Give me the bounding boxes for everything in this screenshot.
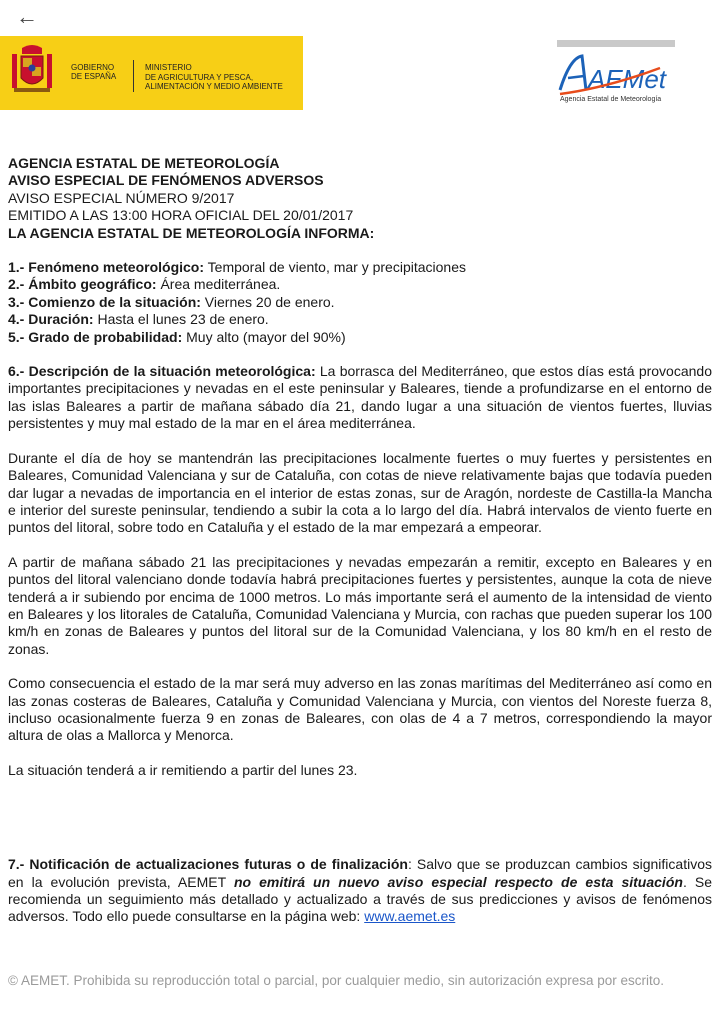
list-item: 4.- Duración: Hasta el lunes 23 de enero. xyxy=(8,311,269,328)
warning-type-heading: AVISO ESPECIAL DE FENÓMENOS ADVERSOS xyxy=(8,172,324,189)
informs-heading: LA AGENCIA ESTATAL DE METEOROLOGÍA INFORMA: xyxy=(8,224,375,241)
coat-of-arms-icon xyxy=(10,44,54,100)
sea-state-paragraph: Como consecuencia el estado de la mar será muy adverso en las zonas marítimas del Mediterráneo así como en las zonas costeras de Baleares, Cataluña y Comunidad Valenciana y Murcia, con vientos del Noreste fuerza 8, incluso ocasionalmente fuerza 9 en zonas de Baleares, con olas de 4 a 7 metros, correspondiendo la mayor altura de olas a Mallorca y Menorca. xyxy=(8,675,712,744)
list-item: 2.- Ámbito geográfico: Área mediterránea. xyxy=(8,276,281,293)
list-item: 5.- Grado de probabilidad: Muy alto (mayor del 90%) xyxy=(8,328,346,345)
header-divider xyxy=(133,60,134,92)
list-item: 1.- Fenómeno meteorológico: Temporal de viento, mar y precipitaciones xyxy=(8,259,466,276)
government-label: GOBIERNO DE ESPAÑA xyxy=(71,63,117,81)
back-arrow-icon[interactable]: ← xyxy=(16,4,38,29)
description-paragraph: 6.- Descripción de la situación meteorológica: La borrasca del Mediterráneo, que estos días está provocando importantes precipitaciones y nevadas en el este peninsular y Baleares, tiende a profundizarse en el entorno de las islas Baleares a partir de mañana sábado día 21, dando lugar a una situación de vientos fuertes, lluvias persistentes y muy mal estado de la mar en el área mediterránea. xyxy=(8,363,712,432)
issue-time: EMITIDO A LAS 13:00 HORA OFICIAL DEL 20/01/2017 xyxy=(8,207,354,224)
aemet-gray-bar xyxy=(557,40,675,47)
ministry-label: MINISTERIO DE AGRICULTURA Y PESCA, ALIMENTACIÓN Y MEDIO AMBIENTE xyxy=(145,63,283,91)
aemet-subtitle: Agencia Estatal de Meteorología xyxy=(560,96,662,103)
warning-document xyxy=(8,155,712,926)
top-bar xyxy=(0,0,720,34)
saturday-paragraph: A partir de mañana sábado 21 las precipitaciones y nevadas empezarán a remitir, excepto en Baleares y en puntos del litoral valenciano donde todavía habrá precipitaciones fuertes y persistentes, aunque la cota de nieve tenderá a ir subiendo por encima de 1000 metros. Lo más importante será el aumento de la intensidad de viento en Baleares y los litorales de Cataluña, Comunidad Valenciana y Murcia, con rachas que pueden superar los 100 km/h en zonas de Baleares y puntos del litoral sur de la Comunidad Valenciana, y los 80 km/h en el resto de zonas. xyxy=(8,553,712,657)
ending-paragraph: La situación tenderá a ir remitiendo a partir del lunes 23. xyxy=(8,761,358,778)
agency-heading: AGENCIA ESTATAL DE METEOROLOGÍA xyxy=(8,155,280,171)
copyright-footer: © AEMET. Prohibida su reproducción total o parcial, por cualquier medio, sin autorización expresa por escrito. xyxy=(8,973,665,988)
notification-paragraph: 7.- Notificación de actualizaciones futuras o de finalización: Salvo que se produzcan cambios significativos en la evolución prevista, AEMET no emitirá un nuevo aviso especial respecto de esta situación. Se recomienda un seguimiento más detallado y actualizado a través de sus predicciones y avisos de fenómenos adversos. Todo ello puede consultarse en la página web: www.aemet.es xyxy=(8,856,712,925)
warning-summary-list xyxy=(8,259,712,346)
svg-text:AEMet: AEMet xyxy=(588,64,667,94)
today-paragraph: Durante el día de hoy se mantendrán las precipitaciones localmente fuertes o muy fuertes y persistentes en Baleares, Comunidad Valenciana y sur de Cataluña, con cotas de nieve relativamente bajas que todavía pueden dar lugar a nevadas de importancia en el interior de estas zonas, sur de Aragón, nordeste de Castilla-la Mancha e interior del sureste peninsular, tendiendo a subir la cota a lo largo del día. Habrá intervalos de viento fuerte en puntos del litoral, sobre todo en Cataluña y el estado de la mar empezará a empeorar. xyxy=(8,449,712,536)
aemet-website-link[interactable]: www.aemet.es xyxy=(364,908,456,925)
list-item: 3.- Comienzo de la situación: Viernes 20 de enero. xyxy=(8,293,335,310)
warning-number: AVISO ESPECIAL NÚMERO 9/2017 xyxy=(8,189,235,206)
government-header xyxy=(0,36,303,110)
